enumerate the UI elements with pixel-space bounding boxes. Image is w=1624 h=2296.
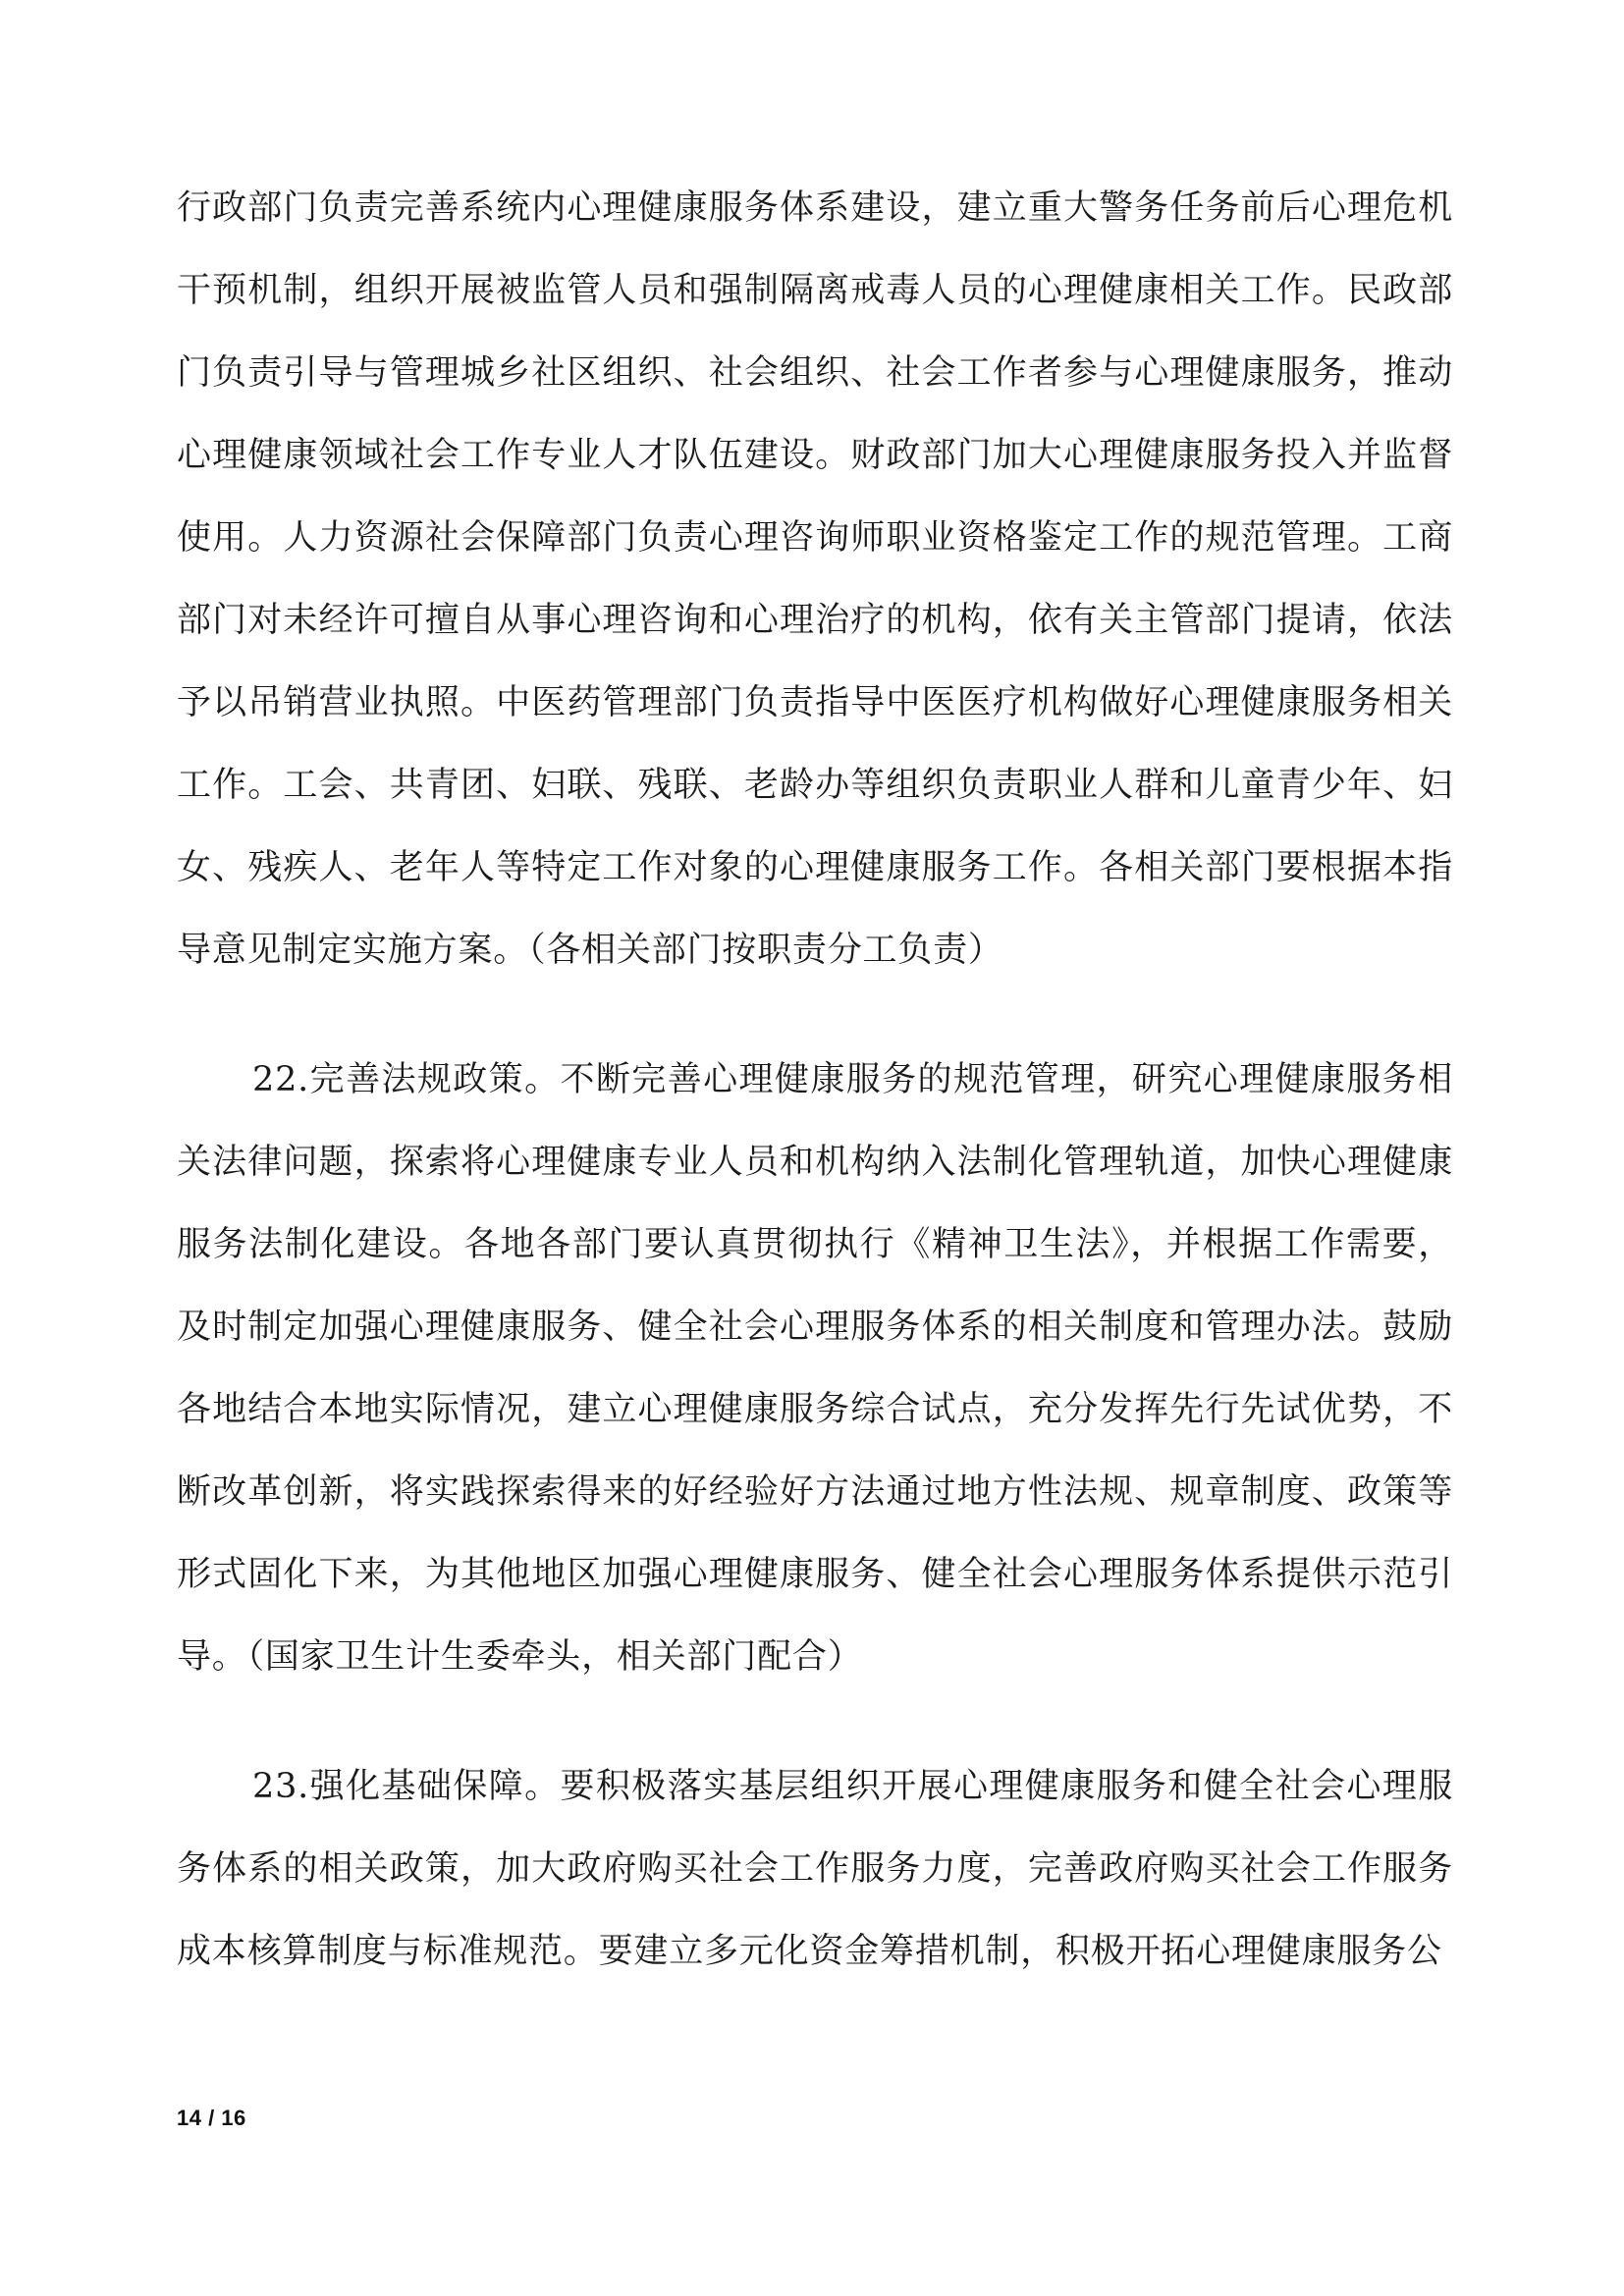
page-number: 14 / 16 — [177, 2106, 246, 2130]
paragraph-22-regulations-policy: 22.完善法规政策。不断完善心理健康服务的规范管理，研究心理健康服务相关法律问题，探索将心理健康专业人员和机构纳入法制化管理轨道，加快心理健康服务法制化建设。各地各部门要认真贯彻执行《精神卫生法》，并根据工作需要，及时制定加强心理健康服务、健全社会心理服务体系的相关制度和管理办法。鼓励各地结合本地实际情况，建立心理健康服务综合试点，充分发挥先行先试优势，不断改革创新，将实践探索得来的好经验好方法通过地方性法规、规章制度、政策等形式固化下来，为其他地区加强心理健康服务、健全社会心理服务体系提供示范引导。（国家卫生计生委牵头，相关部门配合） — [177, 1060, 1453, 1677]
paragraph-23-basic-guarantee: 23.强化基础保障。要积极落实基层组织开展心理健康服务和健全社会心理服务体系的相关政策，加大政府购买社会工作服务力度，完善政府购买社会工作服务成本核算制度与标准规范。要建立多元化资金筹措机制，积极开拓心理健康服务公 — [177, 1767, 1453, 1971]
paragraph-21-continued: 行政部门负责完善系统内心理健康服务体系建设，建立重大警务任务前后心理危机干预机制，组织开展被监管人员和强制隔离戒毒人员的心理健康相关工作。民政部门负责引导与管理城乡社区组织、社会组织、社会工作者参与心理健康服务，推动心理健康领域社会工作专业人才队伍建设。财政部门加大心理健康服务投入并监督使用。人力资源社会保障部门负责心理咨询师职业资格鉴定工作的规范管理。工商部门对未经许可擅自从事心理咨询和心理治疗的机构，依有关主管部门提请，依法予以吊销营业执照。中医药管理部门负责指导中医医疗机构做好心理健康服务相关工作。工会、共青团、妇联、残联、老龄办等组织负责职业人群和儿童青少年、妇女、残疾人、老年人等特定工作对象的心理健康服务工作。各相关部门要根据本指导意见制定实施方案。（各相关部门按职责分工负责） — [177, 188, 1453, 970]
document-body — [177, 167, 1453, 1993]
